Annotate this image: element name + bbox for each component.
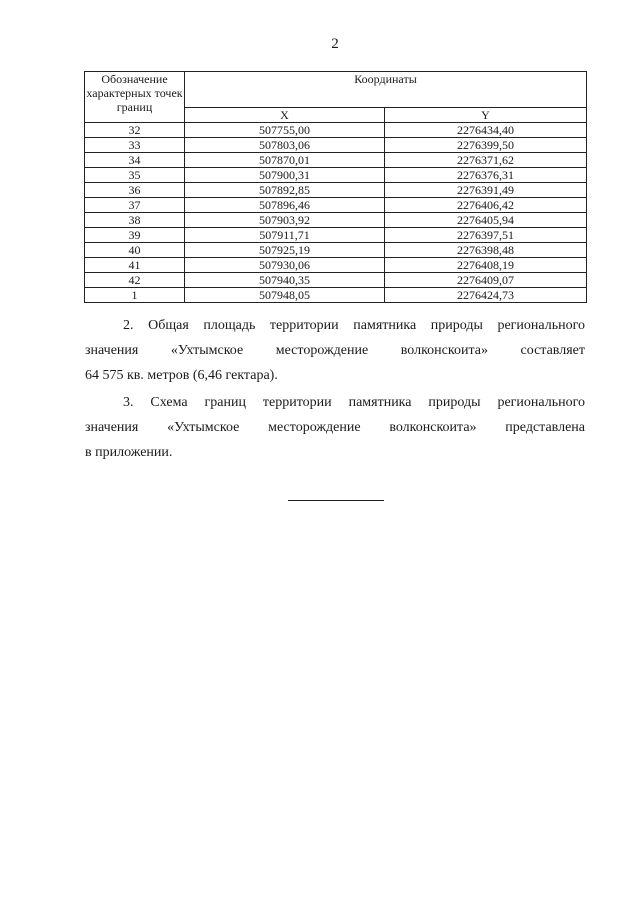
- cell-point: 39: [85, 228, 185, 243]
- cell-x: 507903,92: [185, 213, 385, 228]
- paragraph3-line2: значения «Ухтымское месторождение волконскоита» представлена: [85, 420, 585, 435]
- cell-x: 507925,19: [185, 243, 385, 258]
- cell-x: 507940,35: [185, 273, 385, 288]
- cell-y: 2276397,51: [385, 228, 587, 243]
- cell-y: 2276408,19: [385, 258, 587, 273]
- table-row: [85, 213, 587, 228]
- table-row: [85, 123, 587, 138]
- cell-point: 42: [85, 273, 185, 288]
- cell-x: 507900,31: [185, 168, 385, 183]
- cell-point: 38: [85, 213, 185, 228]
- cell-point: 40: [85, 243, 185, 258]
- table-row: [85, 198, 587, 213]
- cell-y: 2276405,94: [385, 213, 587, 228]
- header-coordinates: Координаты: [185, 72, 587, 108]
- cell-point: 37: [85, 198, 185, 213]
- separator-line: [288, 500, 384, 501]
- cell-point: 32: [85, 123, 185, 138]
- cell-point: 1: [85, 288, 185, 303]
- header-y: Y: [385, 107, 587, 122]
- table-row: [85, 243, 587, 258]
- header-x: X: [185, 107, 385, 122]
- paragraph3-line3: в приложении.: [85, 445, 173, 460]
- cell-x: 507755,00: [185, 123, 385, 138]
- cell-y: 2276406,42: [385, 198, 587, 213]
- cell-x: 507896,46: [185, 198, 385, 213]
- cell-y: 2276391,49: [385, 183, 587, 198]
- cell-point: 33: [85, 138, 185, 153]
- cell-x: 507892,85: [185, 183, 385, 198]
- cell-y: 2276434,40: [385, 123, 587, 138]
- cell-y: 2276371,62: [385, 153, 587, 168]
- cell-x: 507911,71: [185, 228, 385, 243]
- table-row: [85, 153, 587, 168]
- cell-x: 507948,05: [185, 288, 385, 303]
- coordinates-table: [84, 71, 587, 303]
- cell-point: 34: [85, 153, 185, 168]
- cell-x: 507803,06: [185, 138, 385, 153]
- paragraph2-line3: 64 575 кв. метров (6,46 гектара).: [85, 368, 278, 383]
- cell-point: 36: [85, 183, 185, 198]
- paragraph2-line1: 2. Общая площадь территории памятника природы регионального: [123, 318, 585, 333]
- cell-y: 2276399,50: [385, 138, 587, 153]
- table-row: [85, 183, 587, 198]
- paragraph3-line1: 3. Схема границ территории памятника природы регионального: [123, 395, 585, 410]
- table-row: [85, 228, 587, 243]
- cell-point: 35: [85, 168, 185, 183]
- cell-y: 2276424,73: [385, 288, 587, 303]
- cell-y: 2276376,31: [385, 168, 587, 183]
- paragraph-area: [85, 313, 585, 388]
- cell-y: 2276398,48: [385, 243, 587, 258]
- cell-x: 507930,06: [185, 258, 385, 273]
- table-row: [85, 168, 587, 183]
- cell-x: 507870,01: [185, 153, 385, 168]
- table-row: [85, 288, 587, 303]
- paragraph2-line2: значения «Ухтымское месторождение волконскоита» составляет: [85, 343, 585, 358]
- table-row: [85, 138, 587, 153]
- cell-point: 41: [85, 258, 185, 273]
- header-point: Обозначение характерных точек границ: [85, 72, 185, 123]
- cell-y: 2276409,07: [385, 273, 587, 288]
- paragraph-scheme: [85, 390, 585, 465]
- page-number: 2: [331, 36, 339, 52]
- table-row: [85, 273, 587, 288]
- table-row: [85, 258, 587, 273]
